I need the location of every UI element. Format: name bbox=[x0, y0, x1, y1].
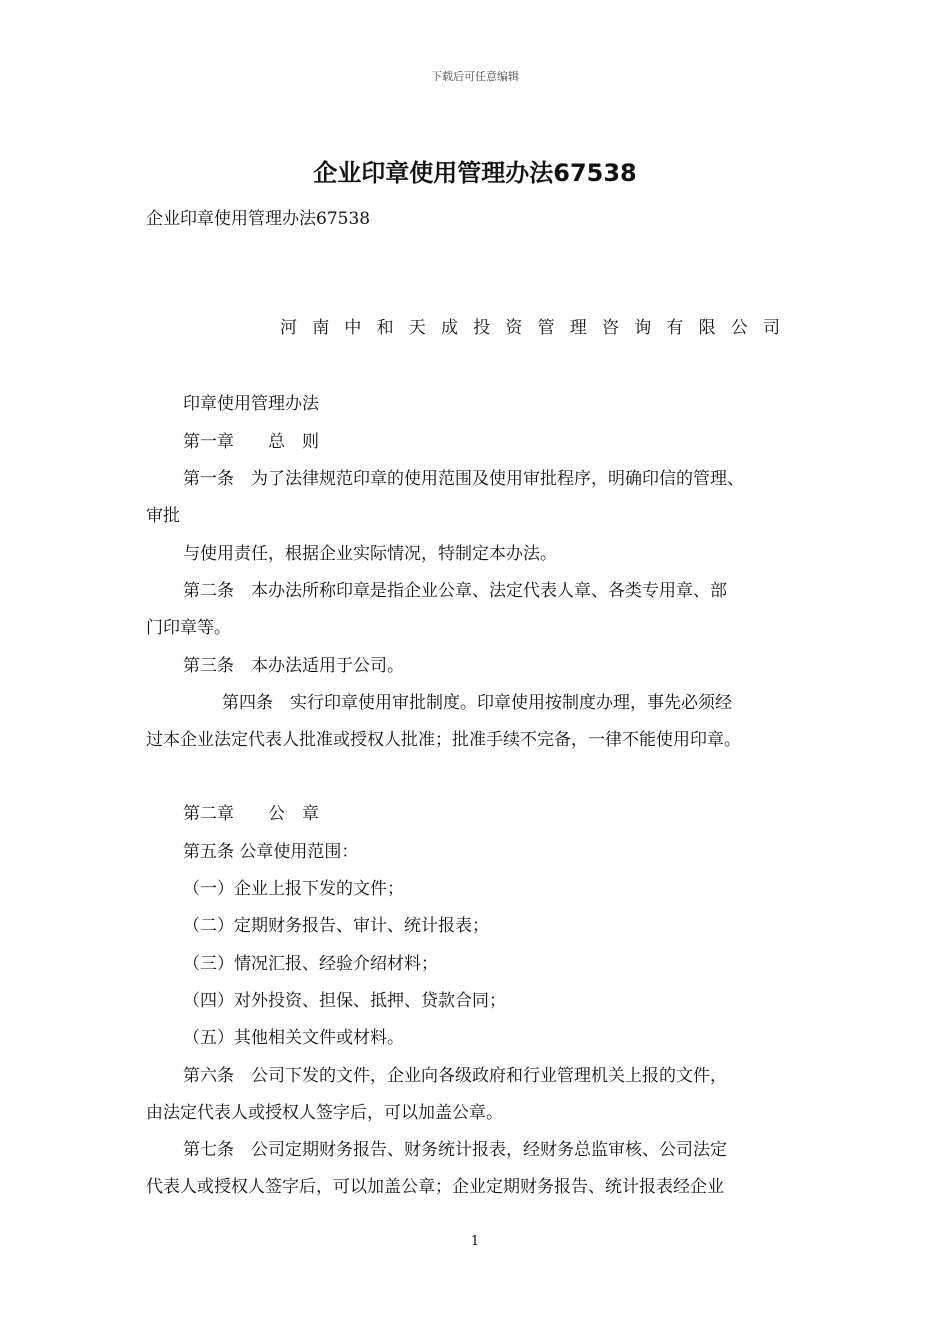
body-line: 第一章 总 则 bbox=[183, 432, 319, 452]
list-item: （二）定期财务报告、审计、统计报表； bbox=[183, 916, 489, 936]
page-number: 1 bbox=[470, 1234, 480, 1249]
list-item: （五）其他相关文件或材料。 bbox=[183, 1028, 404, 1048]
document-subtitle: 企业印章使用管理办法67538 bbox=[146, 209, 371, 229]
list-item: （三）情况汇报、经验介绍材料； bbox=[183, 954, 438, 974]
body-line: 第一条 为了法律规范印章的使用范围及使用审批程序，明确印信的管理、 bbox=[183, 469, 744, 489]
body-line: 第五条 公章使用范围： bbox=[183, 842, 359, 862]
chapter-heading: 第二章 公 章 bbox=[183, 804, 319, 824]
body-line: 过本企业法定代表人批准或授权人批准；批准手续不完备，一律不能使用印章。 bbox=[146, 730, 741, 750]
body-line: 由法定代表人或授权人签字后，可以加盖公章。 bbox=[146, 1103, 503, 1123]
body-line: 门印章等。 bbox=[146, 618, 231, 638]
body-line: 第四条 实行印章使用审批制度。印章使用按制度办理，事先必须经 bbox=[222, 693, 732, 713]
body-line: 第七条 公司定期财务报告、财务统计报表，经财务总监审核、公司法定 bbox=[183, 1140, 727, 1160]
company-name: 河南中和天成投资管理咨询有限公司 bbox=[280, 318, 796, 338]
body-line: 印章使用管理办法 bbox=[183, 394, 319, 414]
list-item: （一）企业上报下发的文件； bbox=[183, 879, 404, 899]
body-line: 审批 bbox=[146, 506, 180, 526]
page-header-note: 下载后可任意编辑 bbox=[431, 70, 519, 83]
document-title: 企业印章使用管理办法67538 bbox=[313, 159, 637, 187]
body-line: 与使用责任，根据企业实际情况，特制定本办法。 bbox=[183, 544, 557, 564]
body-line: 代表人或授权人签字后，可以加盖公章；企业定期财务报告、统计报表经企业 bbox=[146, 1177, 724, 1197]
body-line: 第三条 本办法适用于公司。 bbox=[183, 656, 404, 676]
body-line: 第六条 公司下发的文件，企业向各级政府和行业管理机关上报的文件， bbox=[183, 1066, 727, 1086]
list-item: （四）对外投资、担保、抵押、贷款合同； bbox=[183, 991, 506, 1011]
body-line: 第二条 本办法所称印章是指企业公章、法定代表人章、各类专用章、部 bbox=[183, 581, 727, 601]
